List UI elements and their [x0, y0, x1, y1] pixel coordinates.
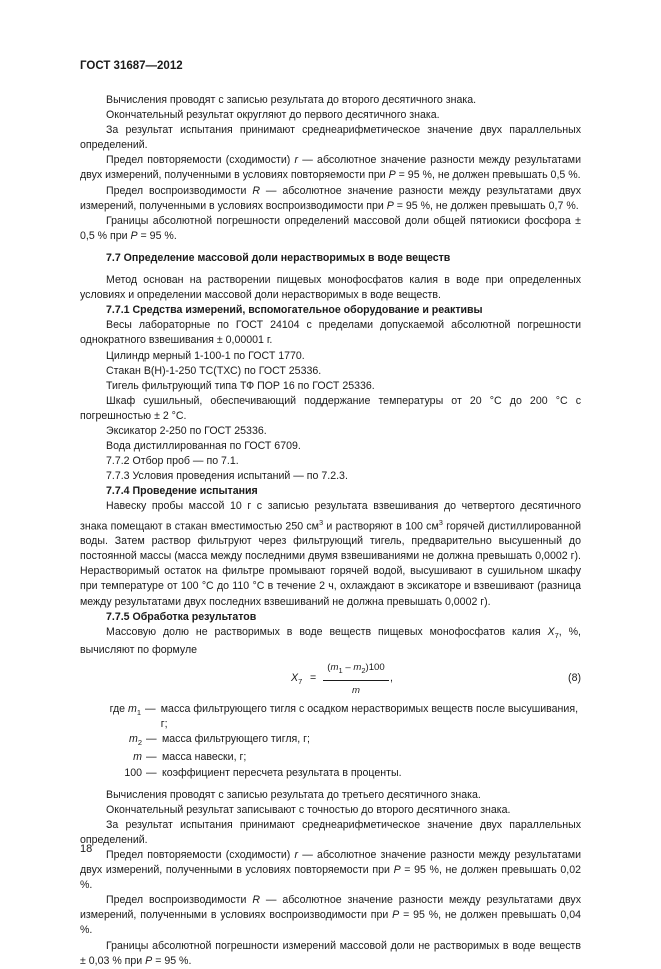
paragraph: Вычисления проводят с записью результата до третьего десятичного знака.	[106, 788, 481, 801]
where-item: где $m_1$ — масса фильтрующего тигля с осадком нерастворимых веществ после высушивания, г;	[109, 703, 579, 731]
paragraph: Предел воспроизводимости R — абсолютное значение разности между результатами двух измерений, полученными в условиях воспроизводимости при P = 95 %, не должен превышать 0,04 %.	[80, 894, 581, 937]
paragraph: Предел повторяемости (сходимости) r — абсолютное значение разности между результатами двух измерений, полученными в условиях повторяемости при P = 95 %, не должен превышать 0,5 %.	[80, 154, 581, 182]
where-item: 100 — коэффициент пересчета результата в проценты.	[124, 766, 402, 779]
paragraph: Границы абсолютной погрешности определений массовой доли общей пятиокиси фосфора ± 0,5 % при P = 95 %.	[80, 214, 581, 242]
formula-number: (8)	[568, 672, 581, 685]
subsection-title: 7.7.4 Проведение испытания	[106, 485, 258, 498]
paragraph: Предел повторяемости (сходимости) r — абсолютное значение разности между результатами двух измерений, полученными в условиях повторяемости при P = 95 %, не должен превышать 0,02 %.	[80, 848, 581, 892]
list-item: Шкаф сушильный, обеспечивающий поддержание температуры от 20 °С до 200 °С с погрешностью ± 2 °С.	[80, 394, 581, 422]
paragraph: Вычисления проводят с записью результата до второго десятичного знака.	[106, 94, 477, 106]
formula-equals: =	[310, 672, 317, 685]
page-number: 18	[80, 843, 93, 855]
paragraph: Навеску пробы массой 10 г с записью результата взвешивания до четвертого десятичного знака помещают в стакан вместимостью 250 $см^3$ и растворяют в 100 $см^3$ горячей дистиллированной воды. Затем раствор фильтруют через фильтрующий тигель, предварительно высушенный до постоянной массы (масса между последними двумя взвешиваниями не должна превышать 0,0002 г). Нерастворимый остаток на фильтре промывают горячей водой, высушивают в сушильном шкафу при температуре от 100 °С до 110 °С в течение 2 ч, охлаждают в эксикаторе и взвешивают (разница между результатами двух последних взвешиваний не должна превышать 0,0002 г).	[80, 500, 581, 608]
paragraph: Массовую долю не растворимых в воде веществ пищевых монофосфатов калия $X_7$, %, вычисляют по формуле	[80, 625, 582, 656]
paragraph: Предел воспроизводимости R — абсолютное значение разности между результатами двух измерений, полученными в условиях воспроизводимости при P = 95 %, не должен превышать 0,7 %.	[80, 184, 581, 212]
paragraph: Окончательный результат округляют до первого десятичного знака.	[106, 109, 440, 122]
formula-denominator: m	[352, 685, 360, 697]
paragraph: Окончательный результат записывают с точностью до второго десятичного знака.	[106, 803, 511, 816]
list-item: Цилиндр мерный 1-100-1 по ГОСТ 1770.	[106, 349, 305, 362]
subsection-title: 7.7.1 Средства измерений, вспомогательное оборудование и реактивы	[106, 304, 483, 317]
where-item: $m_2$ — масса фильтрующего тигля, г;	[129, 733, 310, 748]
paragraph: 7.7.3 Условия проведения испытаний — по 7.2.3.	[106, 470, 348, 483]
document-header: ГОСТ 31687—2012	[80, 60, 183, 72]
where-item: m — масса навески, г;	[133, 751, 247, 764]
list-item: Эксикатор 2-250 по ГОСТ 25336.	[106, 424, 267, 437]
section-title: 7.7 Определение массовой доли нерастворимых в воде веществ	[106, 251, 451, 264]
paragraph: За результат испытания принимают среднеарифметическое значение двух параллельных определений.	[80, 124, 581, 152]
document-body	[80, 93, 581, 969]
formula-numerator: $(m_1 - m_2)100$	[323, 660, 389, 681]
paragraph: Границы абсолютной погрешности измерений массовой доли не растворимых в воде веществ ± 0,03 % при P = 95 %.	[80, 939, 581, 967]
list-item: Вода дистиллированная по ГОСТ 6709.	[106, 440, 301, 453]
paragraph: Метод основан на растворении пищевых монофосфатов калия в воде при определенных условиях и определении массовой доли нерастворимых в воде веществ.	[80, 274, 581, 302]
formula	[80, 658, 581, 702]
list-item: Стакан В(Н)-1-250 ТС(ТХС) по ГОСТ 25336.	[106, 364, 322, 377]
list-item: Весы лабораторные по ГОСТ 24104 с пределами допускаемой абсолютной погрешности однократного взвешивания ± 0,00001 г.	[80, 319, 581, 347]
paragraph: За результат испытания принимают среднеарифметическое значение двух параллельных определений.	[80, 818, 581, 846]
formula-comma: ,	[390, 672, 393, 685]
formula-lhs: $X_7$	[291, 672, 303, 687]
list-item: Тигель фильтрующий типа ТФ ПОР 16 по ГОСТ 25336.	[106, 379, 375, 392]
formula-fraction	[323, 660, 389, 698]
paragraph: 7.7.2 Отбор проб — по 7.1.	[106, 455, 239, 468]
subsection-title: 7.7.5 Обработка результатов	[106, 610, 257, 623]
